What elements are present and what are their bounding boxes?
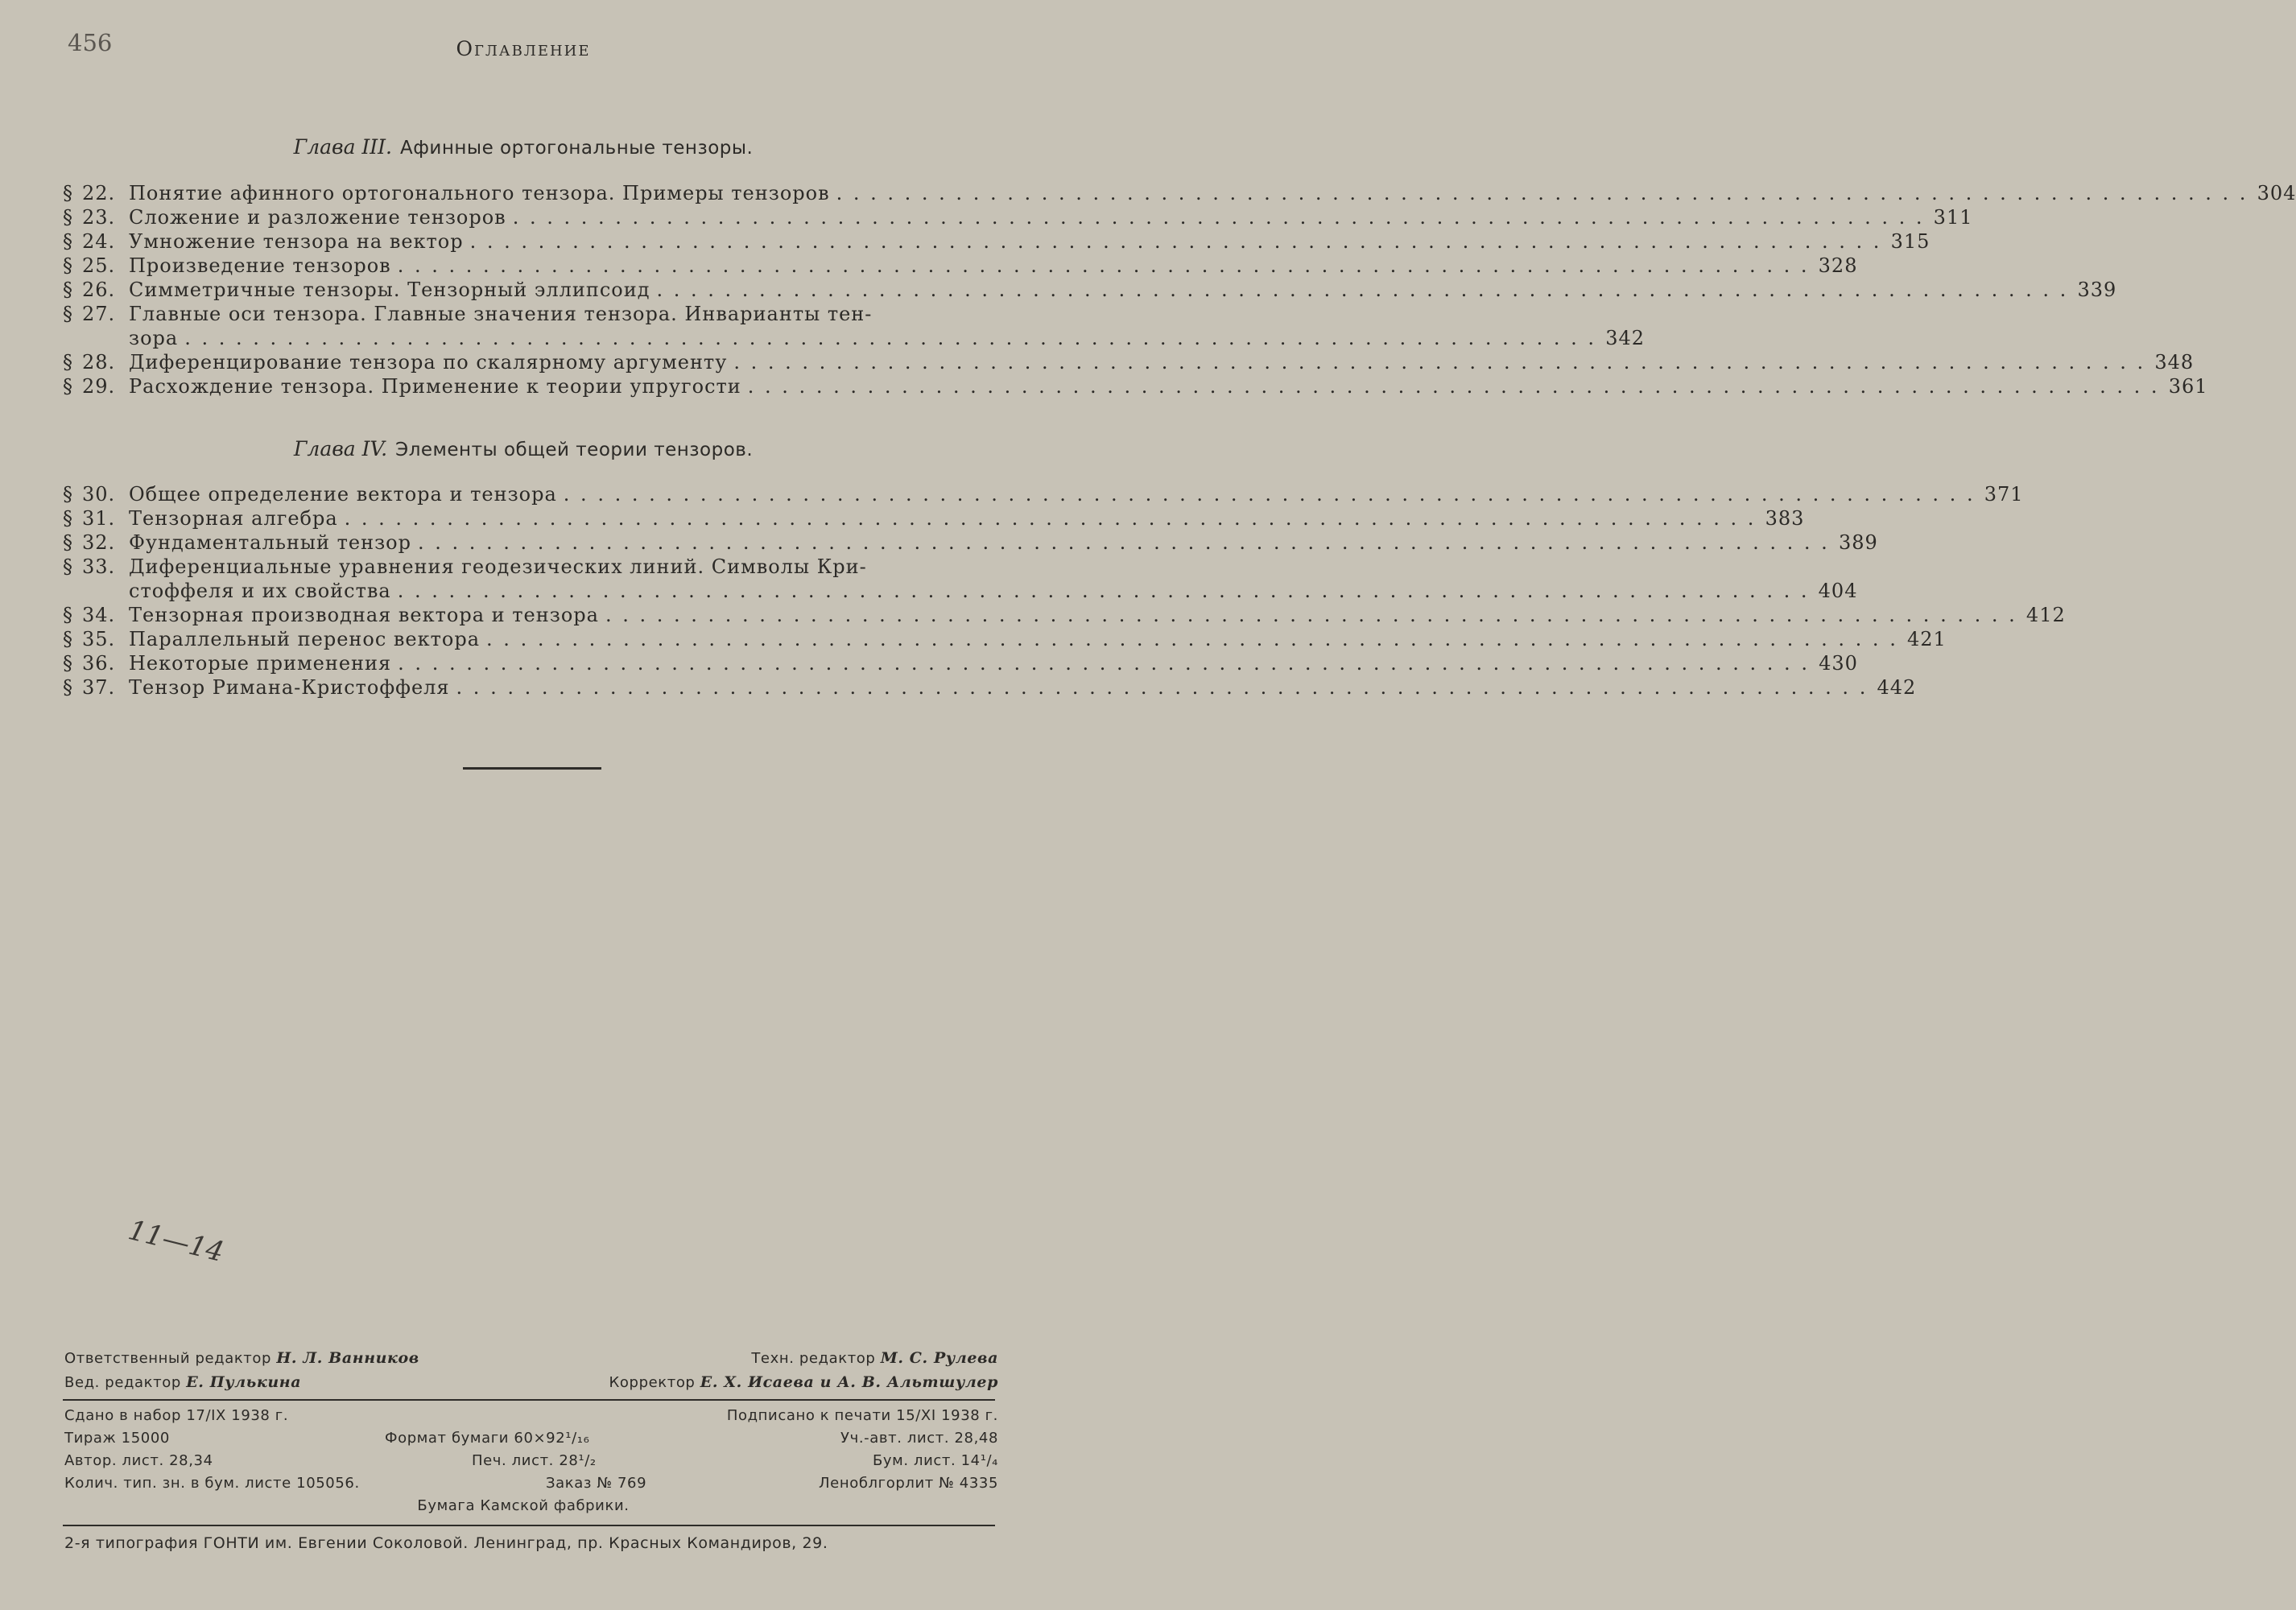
section-number: 36. xyxy=(82,652,116,675)
dot-leader xyxy=(456,676,1869,699)
toc-entry[interactable] xyxy=(63,351,2195,375)
page-ref: 404 xyxy=(1818,580,1858,602)
section-number: 22. xyxy=(82,182,116,204)
paper-source: Бумага Камской фабрики. xyxy=(417,1497,630,1514)
page-ref: 412 xyxy=(2026,604,2066,626)
lenoblgorlit-number: Леноблгорлит № 4335 xyxy=(819,1475,998,1492)
section-sign: § xyxy=(63,555,73,578)
section-sign: § xyxy=(63,507,73,530)
section-number: 33. xyxy=(82,555,116,578)
submitted-date: Сдано в набор 17/IX 1938 г. xyxy=(64,1407,289,1424)
section-title: Тензор Римана-Кристоффеля xyxy=(129,676,450,699)
chapter-4-heading xyxy=(0,437,1047,460)
section-sign: § xyxy=(63,676,73,699)
section-number: 31. xyxy=(82,507,116,530)
toc-entry[interactable] xyxy=(63,628,1947,652)
toc-entry[interactable] xyxy=(63,303,1645,351)
characters-per-sheet: Колич. тип. зн. в бум. листе 105056. xyxy=(64,1475,360,1492)
section-title: Диференциальные уравнения геодезических линий. Символы Кри- xyxy=(129,555,867,578)
toc-chapter-4 xyxy=(63,483,2066,700)
section-number: 29. xyxy=(82,375,116,398)
page-ref: 315 xyxy=(1890,230,1931,253)
section-sign: § xyxy=(63,182,73,204)
section-sign: § xyxy=(63,652,73,675)
chapter-title: Афинные ортогональные тензоры. xyxy=(400,138,754,159)
running-title: Оглавление xyxy=(456,37,591,60)
toc-entry[interactable] xyxy=(63,254,1858,279)
print-run: Тираж 15000 xyxy=(64,1430,170,1447)
section-title: Сложение и разложение тензоров xyxy=(129,206,506,229)
page-ref: 371 xyxy=(1984,483,2024,506)
section-title: Фундаментальный тензор xyxy=(129,531,411,554)
page-ref: 342 xyxy=(1605,327,1645,349)
section-title-continuation: стоффеля и их свойства xyxy=(129,580,391,602)
toc-entry[interactable] xyxy=(63,206,1973,230)
toc-entry[interactable] xyxy=(63,375,2208,399)
dot-leader xyxy=(657,279,2069,301)
dot-leader xyxy=(564,483,1976,506)
section-title: Умножение тензора на вектор xyxy=(129,230,464,253)
section-number: 27. xyxy=(82,303,116,325)
toc-entry[interactable] xyxy=(63,182,2296,206)
section-number: 26. xyxy=(82,279,116,301)
imprint-bottom-rule xyxy=(63,1525,995,1526)
dot-leader xyxy=(605,604,2017,626)
chapter-title: Элементы общей теории тензоров. xyxy=(395,440,754,460)
dot-leader xyxy=(398,580,1810,602)
page-ref: 421 xyxy=(1907,628,1947,650)
section-sign: § xyxy=(63,230,73,253)
imprint-top-rule xyxy=(63,1399,995,1401)
responsible-editor xyxy=(64,1349,419,1367)
section-title: Параллельный перенос вектора xyxy=(129,628,481,650)
tech-editor-label: Техн. редактор xyxy=(751,1350,876,1367)
author-sheets: Автор. лист. 28,34 xyxy=(64,1452,213,1469)
toc-entry[interactable] xyxy=(63,483,2024,507)
section-number: 24. xyxy=(82,230,116,253)
page-ref: 430 xyxy=(1819,652,1858,675)
toc-entry[interactable] xyxy=(63,604,2066,628)
section-sign: § xyxy=(63,279,73,301)
section-title: Тензорная производная вектора и тензора xyxy=(129,604,599,626)
section-number: 25. xyxy=(82,254,116,277)
page-ref: 311 xyxy=(1933,206,1973,229)
lead-editor-name: Е. Пулькина xyxy=(186,1373,302,1391)
dot-leader xyxy=(398,652,1810,675)
paper-format: Формат бумаги 60×92¹/₁₆ xyxy=(385,1430,590,1447)
section-number: 32. xyxy=(82,531,116,554)
section-title-continuation: зора xyxy=(129,327,179,349)
dot-leader xyxy=(184,327,1596,349)
page-ref: 328 xyxy=(1818,254,1858,277)
page-ref: 361 xyxy=(2168,375,2208,398)
responsible-editor-label: Ответственный редактор xyxy=(64,1350,272,1367)
page-ref: 389 xyxy=(1838,531,1878,554)
corrector xyxy=(609,1373,998,1391)
section-sign: § xyxy=(63,531,73,554)
dot-leader xyxy=(486,628,1898,650)
dot-leader xyxy=(513,206,1925,229)
section-sign: § xyxy=(63,483,73,506)
dot-leader xyxy=(836,182,2249,204)
dot-leader xyxy=(345,507,1757,530)
paper-sheets: Бум. лист. 14¹/₄ xyxy=(872,1452,998,1469)
corrector-names: Е. Х. Исаева и А. В. Альтшулер xyxy=(700,1373,998,1391)
tech-editor-name: М. С. Рулева xyxy=(880,1349,998,1367)
page-ref: 348 xyxy=(2154,351,2195,374)
section-title: Главные оси тензора. Главные значения тензора. Инварианты тен- xyxy=(129,303,873,325)
section-title: Общее определение вектора и тензора xyxy=(129,483,557,506)
toc-entry[interactable] xyxy=(63,507,1805,531)
print-sheets: Печ. лист. 28¹/₂ xyxy=(472,1452,597,1469)
section-number: 30. xyxy=(82,483,116,506)
section-title: Произведение тензоров xyxy=(129,254,391,277)
toc-entry[interactable] xyxy=(63,230,1931,254)
corrector-label: Корректор xyxy=(609,1374,696,1391)
section-number: 35. xyxy=(82,628,116,650)
printing-house: 2-я типография ГОНТИ им. Евгении Соколовой. Ленинград, пр. Красных Командиров, 29. xyxy=(64,1534,828,1552)
section-sign: § xyxy=(63,604,73,626)
dot-leader xyxy=(733,351,2145,374)
toc-entry[interactable] xyxy=(63,279,2117,303)
section-sign: § xyxy=(63,254,73,277)
handwritten-note: 11—14 xyxy=(125,1214,227,1269)
section-sign: § xyxy=(63,303,73,325)
section-title: Тензорная алгебра xyxy=(129,507,338,530)
toc-entry[interactable] xyxy=(63,676,1917,700)
section-title: Некоторые применения xyxy=(129,652,392,675)
chapter-label: Глава III. xyxy=(293,135,392,159)
section-sign: § xyxy=(63,351,73,374)
section-number: 28. xyxy=(82,351,116,374)
section-title: Расхождение тензора. Применение к теории упругости xyxy=(129,375,741,398)
dot-leader xyxy=(470,230,1882,253)
toc-entry[interactable] xyxy=(63,531,1878,555)
dot-leader xyxy=(748,375,2160,398)
chapter-label: Глава IV. xyxy=(293,437,388,460)
chapter-3-heading xyxy=(0,135,1047,159)
page-ref: 339 xyxy=(2077,279,2117,301)
section-sign: § xyxy=(63,628,73,650)
page-number: 456 xyxy=(68,29,113,56)
lead-editor-label: Вед. редактор xyxy=(64,1374,181,1391)
order-number: Заказ № 769 xyxy=(546,1475,647,1492)
dot-leader xyxy=(418,531,1830,554)
section-number: 23. xyxy=(82,206,116,229)
toc-entry[interactable] xyxy=(63,652,1858,676)
section-title: Симметричные тензоры. Тензорный эллипсоид xyxy=(129,279,650,301)
dot-leader xyxy=(398,254,1810,277)
section-sign: § xyxy=(63,375,73,398)
section-number: 34. xyxy=(82,604,116,626)
section-title: Понятие афинного ортогонального тензора. Примеры тензоров xyxy=(129,182,830,204)
page-ref: 304 xyxy=(2257,182,2296,204)
page-ref: 442 xyxy=(1877,676,1917,699)
signed-date: Подписано к печати 15/XI 1938 г. xyxy=(726,1407,998,1424)
toc-entry[interactable] xyxy=(63,555,1858,604)
toc-chapter-3 xyxy=(63,182,2296,399)
page-ref: 383 xyxy=(1765,507,1805,530)
section-title: Диференцирование тензора по скалярному аргументу xyxy=(129,351,728,374)
responsible-editor-name: Н. Л. Ванников xyxy=(276,1349,419,1367)
accounting-sheets: Уч.-авт. лист. 28,48 xyxy=(840,1430,998,1447)
section-number: 37. xyxy=(82,676,116,699)
section-sign: § xyxy=(63,206,73,229)
end-of-toc-rule xyxy=(463,767,601,770)
tech-editor xyxy=(751,1349,998,1367)
lead-editor xyxy=(64,1373,301,1391)
